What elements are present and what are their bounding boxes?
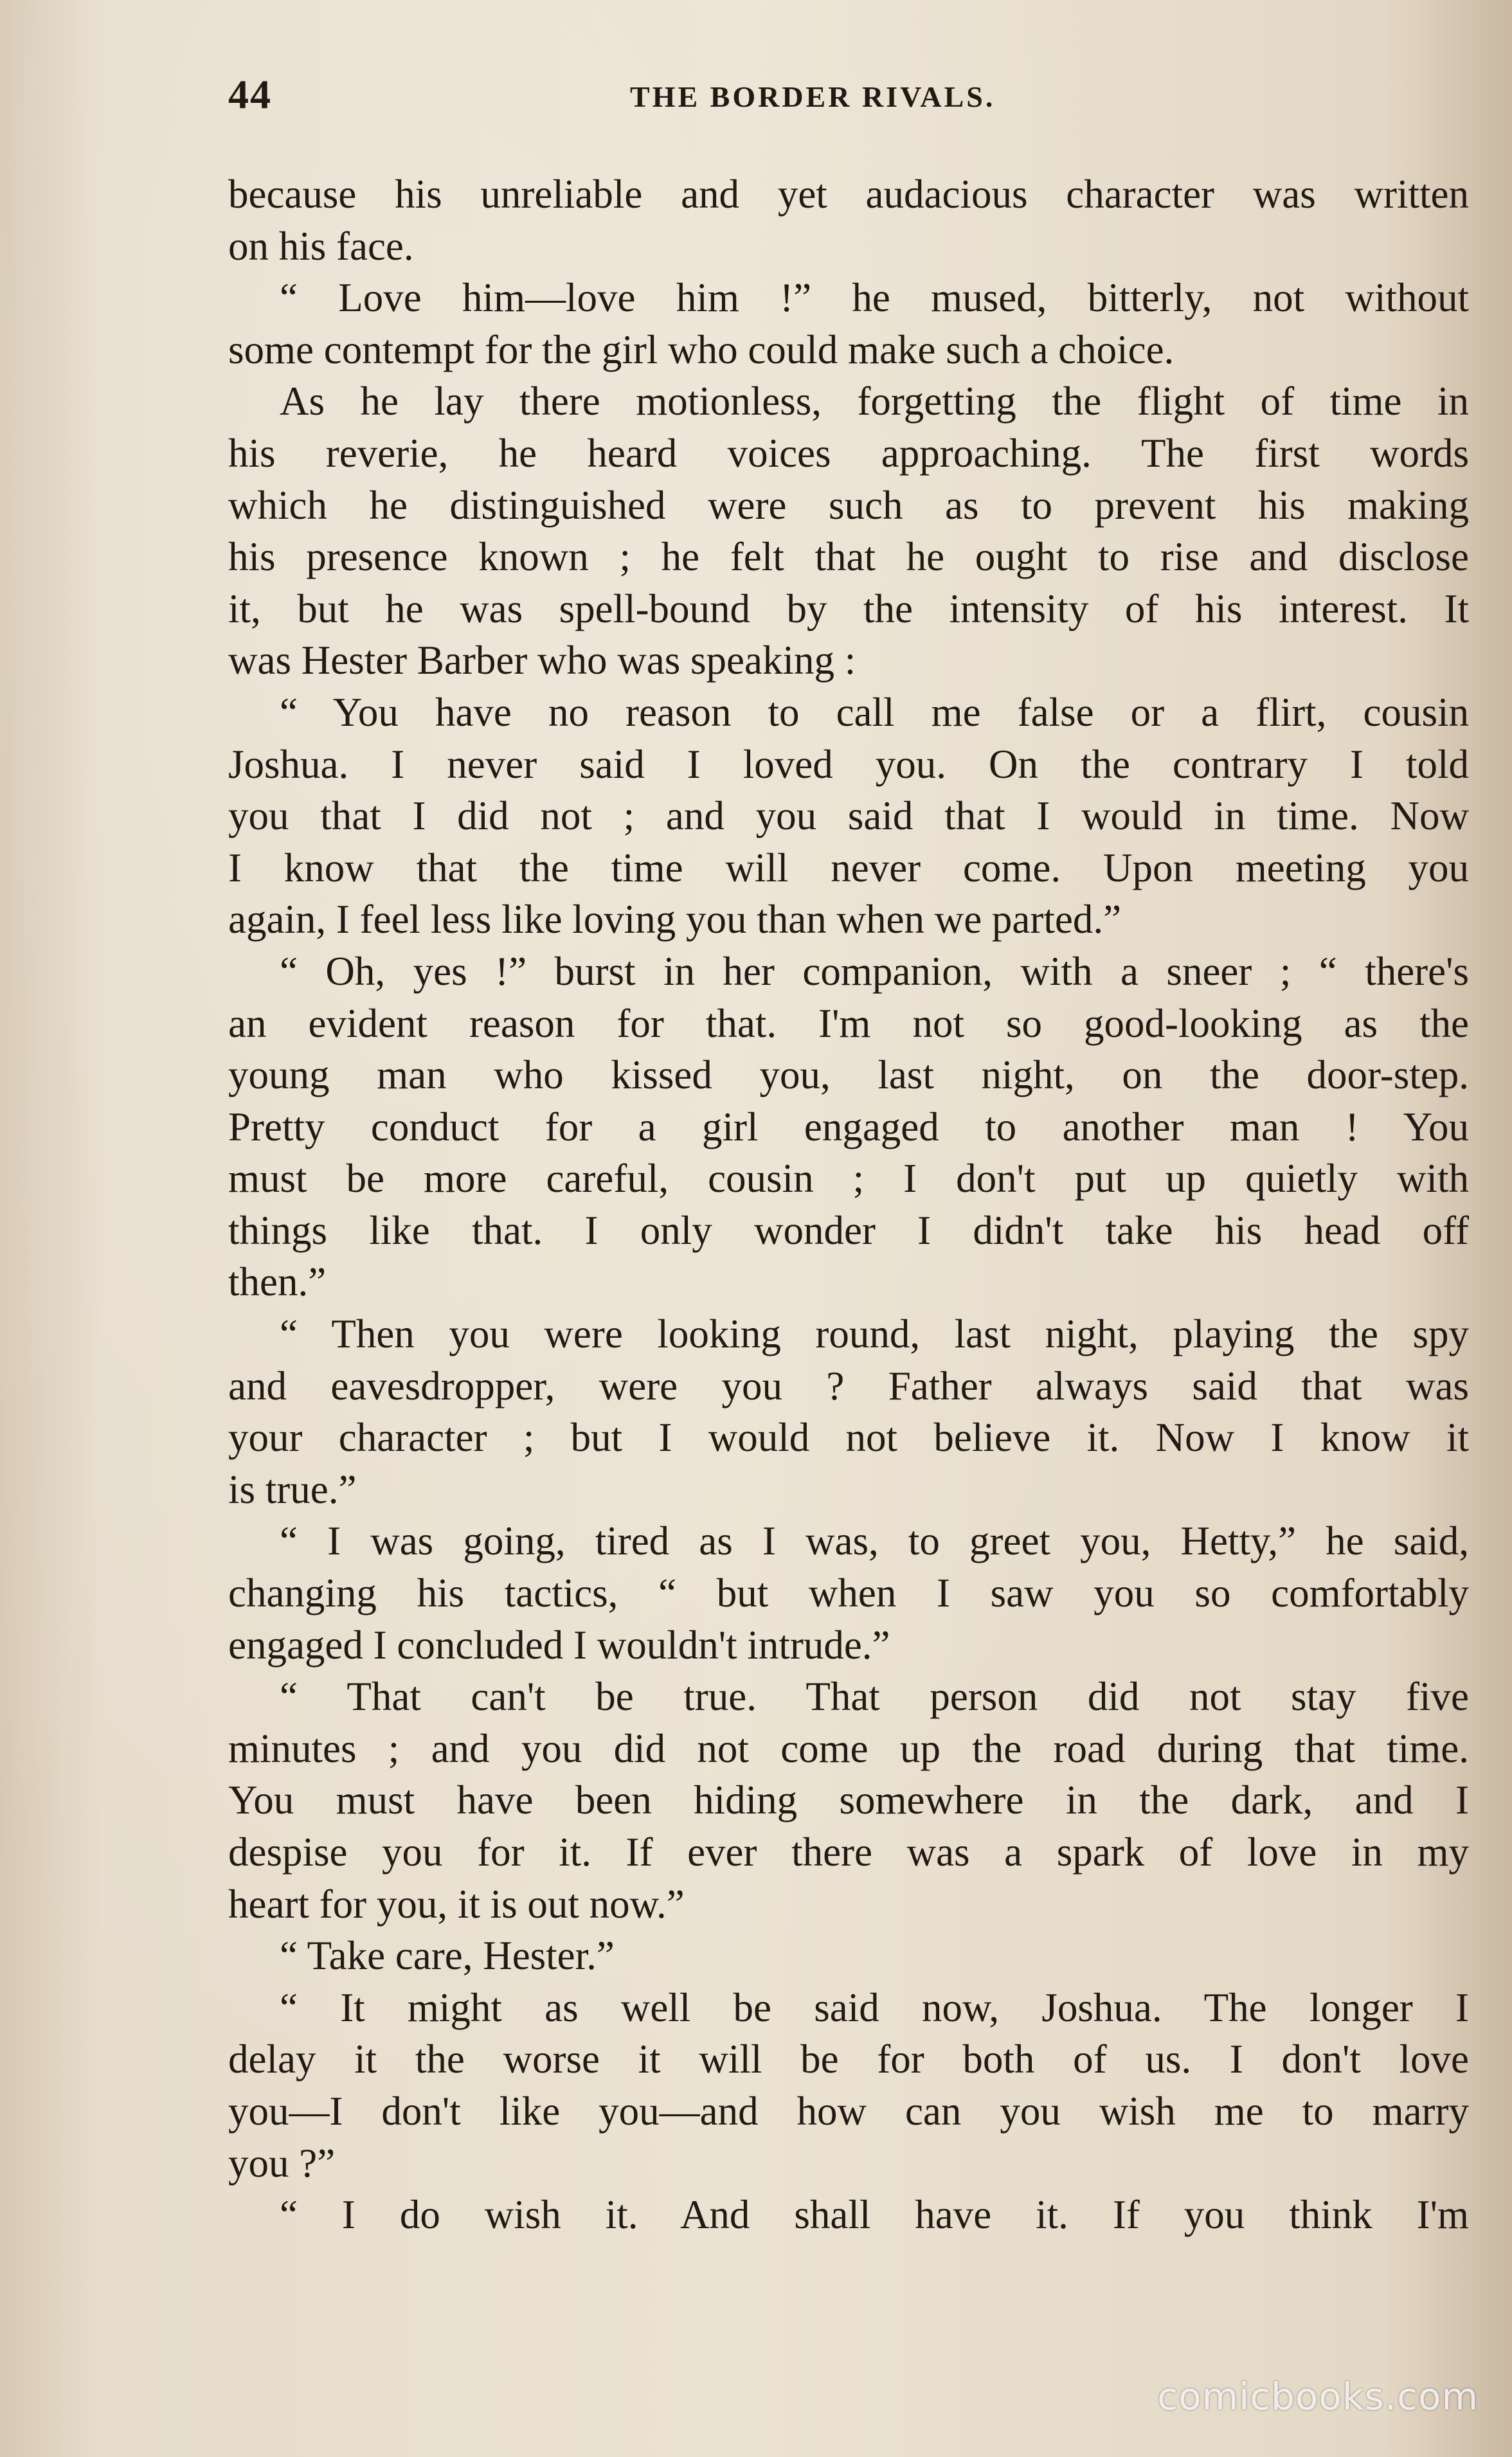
text-line: which he distinguished were such as to prevent his making	[228, 482, 1469, 528]
text-line: and eavesdropper, were you ? Father always said that was	[228, 1363, 1469, 1408]
text-line: again, I feel less like loving you than when we parted.”	[228, 897, 1122, 942]
text-line: “ Take care, Hester.”	[280, 1933, 615, 1979]
text-line: Joshua. I never said I loved you. On the contrary I told	[228, 741, 1469, 787]
text-line: changing his tactics, “ but when I saw you so comfortably	[228, 1571, 1469, 1616]
text-line: young man who kissed you, last night, on the door-step.	[228, 1052, 1469, 1098]
text-line: some contempt for the girl who could make such a choice.	[228, 327, 1174, 372]
text-line: “ It might as well be said now, Joshua. The longer I	[280, 1985, 1469, 2030]
text-line: his reverie, he heard voices approaching. The first words	[228, 430, 1469, 476]
watermark: comicbooks.com	[1157, 2375, 1479, 2418]
text-line: your character ; but I would not believe it. Now I know it	[228, 1415, 1469, 1461]
text-line: “ That can't be true. That person did not stay five	[280, 1674, 1469, 1720]
text-line: on his face.	[228, 223, 414, 269]
text-line: You must have been hiding somewhere in the dark, and I	[228, 1778, 1469, 1823]
running-head	[228, 71, 1479, 129]
text-line: Pretty conduct for a girl engaged to another man ! You	[228, 1104, 1469, 1149]
body-text	[228, 168, 1469, 2241]
text-line: must be more careful, cousin ; I don't put up quietly with	[228, 1156, 1469, 1202]
text-line: engaged I concluded I wouldn't intrude.”	[228, 1622, 890, 1668]
text-line: “ Love him—love him !” he mused, bitterly, not without	[280, 275, 1469, 321]
page-number: 44	[228, 71, 272, 117]
text-line: then.”	[228, 1259, 327, 1305]
running-title: THE BORDER RIVALS.	[630, 80, 996, 113]
text-line: As he lay there motionless, forgetting the flight of time in	[280, 379, 1469, 424]
text-line: you—I don't like you—and how can you wish me to marry	[228, 2088, 1469, 2134]
text-line: his presence known ; he felt that he ought to rise and disclose	[228, 534, 1469, 580]
text-line: minutes ; and you did not come up the road during that time.	[228, 1725, 1469, 1771]
text-line: you that I did not ; and you said that I would in time. Now	[228, 793, 1469, 839]
text-line: “ Then you were looking round, last night, playing the spy	[280, 1311, 1469, 1357]
text-line: “ Oh, yes !” burst in her companion, with a sneer ; “ there's	[280, 948, 1469, 994]
text-line: despise you for it. If ever there was a spark of love in my	[228, 1830, 1469, 1875]
text-line: it, but he was spell-bound by the intensity of his interest. It	[228, 586, 1469, 631]
text-line: “ I was going, tired as I was, to greet you, Hetty,” he said,	[280, 1518, 1469, 1564]
text-line: things like that. I only wonder I didn't take his head off	[228, 1207, 1469, 1253]
text-line: an evident reason for that. I'm not so good-looking as the	[228, 1000, 1469, 1046]
text-line: “ I do wish it. And shall have it. If you think I'm	[280, 2192, 1469, 2238]
text-line: I know that the time will never come. Upon meeting you	[228, 845, 1469, 890]
text-line: was Hester Barber who was speaking :	[228, 638, 856, 683]
text-line: is true.”	[228, 1466, 357, 1512]
text-line: “ You have no reason to call me false or a flirt, cousin	[280, 689, 1469, 735]
text-line: you ?”	[228, 2140, 336, 2186]
text-line: delay it the worse it will be for both of us. I don't love	[228, 2037, 1469, 2082]
text-line: because his unreliable and yet audacious character was written	[228, 172, 1469, 217]
text-line: heart for you, it is out now.”	[228, 1881, 685, 1927]
